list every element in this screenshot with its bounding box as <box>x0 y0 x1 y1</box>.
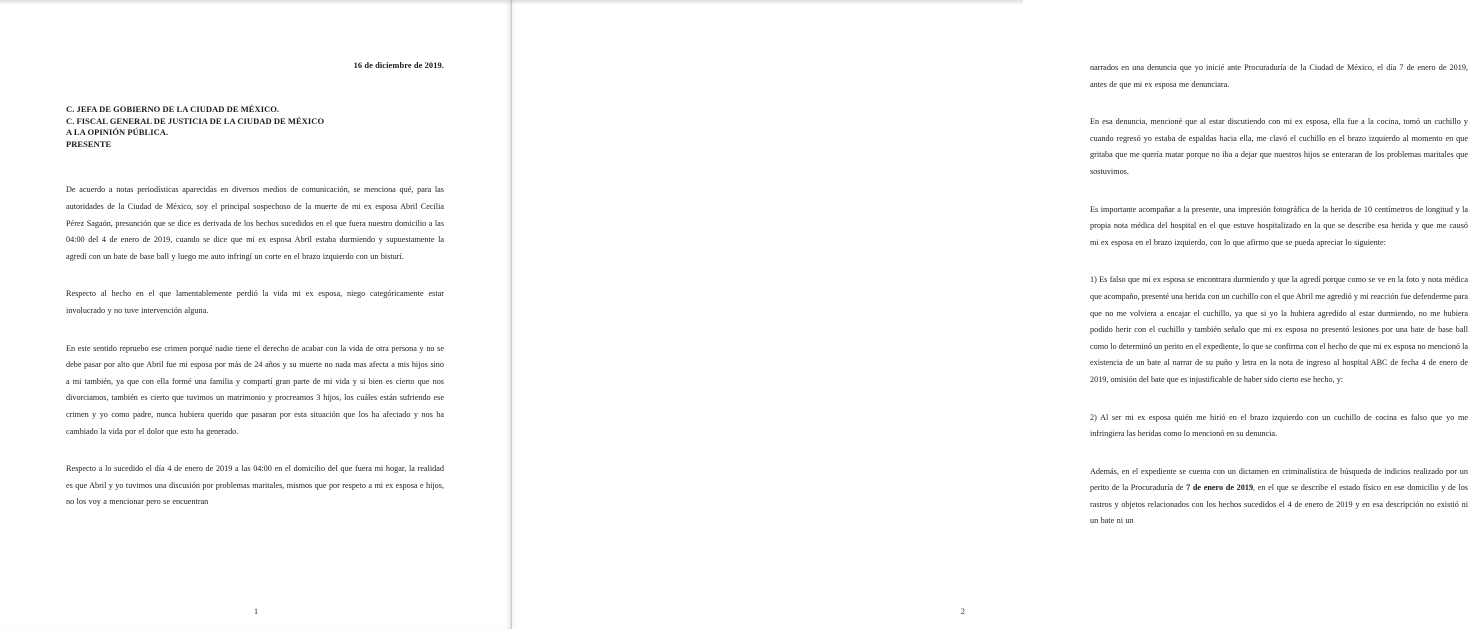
paragraph: Respecto a lo sucedido el día 4 de enero de 2019 a las 04:00 en el domicilio del que fuera mi hogar, la realidad es que Abril y yo tuvimos una discusión por problemas maritales, mismos que por respeto a mi ex esposa e hijos, no los voy a mencionar pero se encuentran <box>66 464 444 507</box>
closing-text-after: , en el que se describe el estado físico en ese domicilio y de los rastros y objetos relacionados con los hechos sucedidos el 4 de enero de 2019 y en esa descripción no existió ni un bate ni un <box>1090 483 1468 526</box>
addressee-block <box>66 104 444 150</box>
addressee-line-3: A LA OPINIÓN PÚBLICA. <box>66 127 169 138</box>
numbered-item-marker: 2) <box>1090 412 1097 422</box>
closing-paragraph <box>1090 464 1468 530</box>
closing-bold-date: 7 de enero de 2019 <box>1186 483 1254 493</box>
addressee-line-2: C. FISCAL GENERAL DE JUSTICIA DE LA CIUDAD DE MÉXICO <box>66 115 325 126</box>
scanned-page-2 <box>512 0 1468 629</box>
document-date: 16 de diciembre de 2019. <box>353 61 444 70</box>
numbered-item <box>1090 272 1468 388</box>
paragraph: De acuerdo a notas periodísticas aparecidas en diversos medios de comunicación, se menciona qué, para las autoridades de la Ciudad de México, soy el principal sospechoso de la muerte de mi ex esposa Abril Cecilia Pérez Sagaón, presunción que se dice es derivada de los hechos sucedidos en el que fuera nuestro domicilio a las 04:00 del 4 de enero de 2019, cuando se dice que mi ex esposa Abril estaba durmiendo y supuestamente la agredí con un bate de base ball y luego me auto infringí un corte en el brazo izquierdo con un bisturí. <box>66 185 444 261</box>
page-2-text-column <box>1090 60 1468 530</box>
paragraph: Respecto al hecho en el que lamentablemente perdió la vida mi ex esposa, niego categóricamente estar involucrado y no tuve intervención alguna. <box>66 289 444 315</box>
numbered-item <box>1090 410 1468 443</box>
page-1-text-column <box>66 60 444 511</box>
scanned-page-1 <box>0 0 512 629</box>
addressee-line-1: C. JEFA DE GOBIERNO DE LA CIUDAD DE MÉXICO. <box>66 104 280 114</box>
page-number: 1 <box>253 607 259 616</box>
numbered-item-text: Al ser mi ex esposa quién me hirió en el brazo izquierdo con un cuchillo de cocina es falso que yo me infringiera las heridas como lo mencionó en su denuncia. <box>1090 412 1468 439</box>
paragraph: En este sentido repruebo ese crimen porqué nadie tiene el derecho de acabar con la vida de otra persona y no se debe pasar por alto que Abril fue mi esposa por más de 24 años y su muerte no nada mas afecta a mis hijos sino a mi también, ya que con ella formé una familia y compartí gran parte de mi vida y si bien es cierto que nos divorciamos, también es cierto que tuvimos un matrimonio y procreamos 3 hijos, los cuáles están sufriendo ese crimen y yo como padre, nunca hubiera querido que pasaran por esta situación que los ha afectado y nos ha cambiado la vida por el dolor que esto ha generado. <box>66 343 444 436</box>
addressee-line-4: PRESENTE <box>66 138 112 149</box>
closing-text-before: Además, en el expediente se cuenta con un dictamen en criminalística de búsqueda de indicios realizado por un perito de la Procuraduría de <box>1090 466 1468 493</box>
page-number: 2 <box>960 607 965 616</box>
paragraph: Es importante acompañar a la presente, una impresión fotográfica de la herida de 10 centímetros de longitud y la propia nota médica del hospital en el que estuve hospitalizado en la que se describe esa herida y que me causó mi ex esposa en el brazo izquierdo, con lo que afirmo que se pueda apreciar lo siguiente: <box>1090 204 1468 247</box>
numbered-item-marker: 1) <box>1090 275 1097 285</box>
paragraph: narrados en una denuncia que yo inicié ante Procuraduría de la Ciudad de México, el día 7 de enero de 2019, antes de que mi ex esposa me denunciara. <box>1090 63 1468 89</box>
paragraph: En esa denuncia, mencioné que al estar discutiendo con mi ex esposa, ella fue a la cocina, tomó un cuchillo y cuando regresó yo estaba de espaldas hacia ella, me clavó el cuchillo en el brazo izquierdo al momento en que gritaba que me quería matar porque no iba a dejar que nuestros hijos se enteraran de los problemas maritales que sostuvimos. <box>1090 117 1468 176</box>
numbered-item-text: Es falso que mi ex esposa se encontrara durmiendo y que la agredí porque como se ve en la foto y nota médica que acompaño, presenté una herida con un cuchillo con el que Abril me agredió y mi reacción fue defenderme para que no me volviera a encajar el cuchillo, ya que si yo la hubiera agredido al estar durmiendo, no me hubiera podido herir con el cuchillo y también señalo que mi ex esposa no presentó lesiones por una bate de base ball como lo determinó un perito en el expediente, lo que se confirma con el hecho de que mi ex esposa no mencionó la existencia de un bate al narrar de su puño y letra en la nota de ingreso al hospital ABC de fecha 4 de enero de 2019, omisión del bate que es injustificable de haber sido cierto ese hecho, y: <box>1090 275 1468 384</box>
